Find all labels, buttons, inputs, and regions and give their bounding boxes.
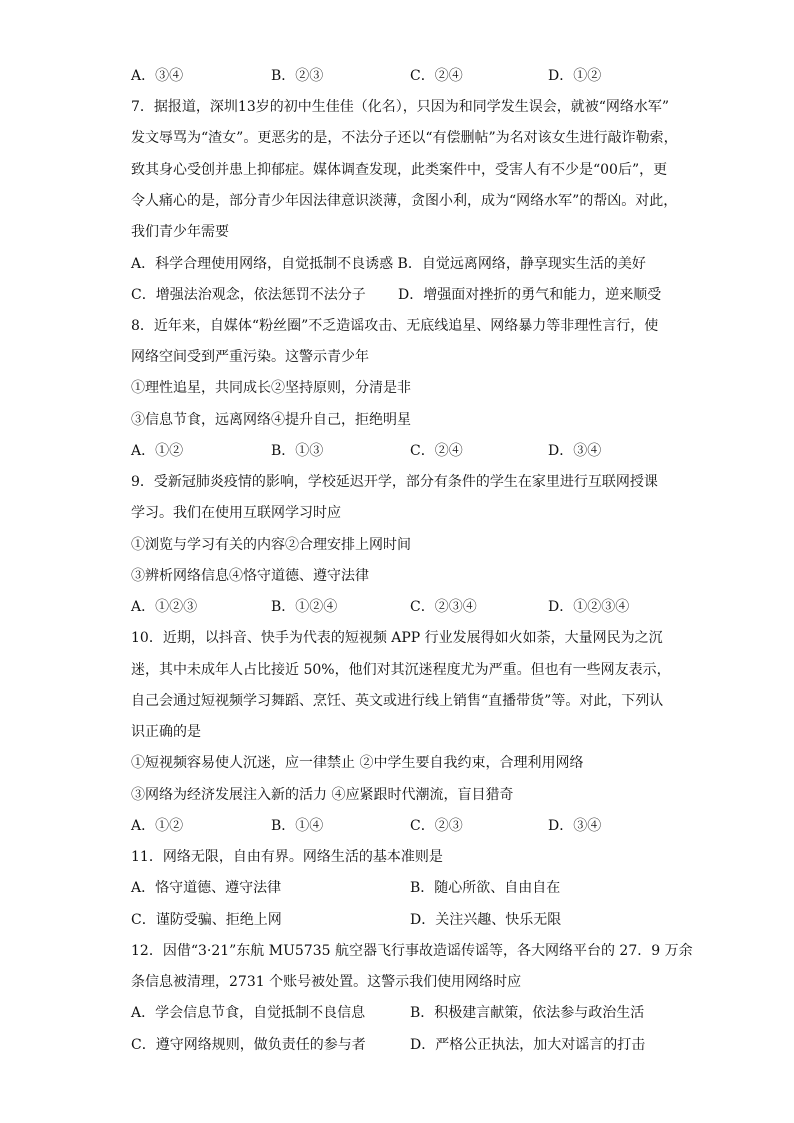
q11-option-a: A．恪守道德、遵守法律 [131,880,282,896]
q8-statement-line: ①理性追星，共同成长②坚持原则，分清是非 [131,380,411,396]
q7-text-line: 令人痛心的是，部分青少年因法律意识淡薄，贪图小利，成为“网络水军”的帮凶。对此， [131,193,678,209]
q9-text-line: 9．受新冠肺炎疫情的影响，学校延迟开学，部分有条件的学生在家里进行互联网授课 [131,474,658,490]
q7-option-c: C．增强法治观念，依法惩罚不法分子 [131,287,366,303]
q12-option-c: C．遵守网络规则，做负责任的参与者 [131,1037,366,1053]
q9-option-c: C．②③④ [410,599,477,615]
q9-option-d: D．①②③④ [548,599,630,615]
q10-option-d: D．③④ [548,818,602,834]
q12-option-b: B．积极建言献策，依法参与政治生活 [410,1005,645,1021]
q7-option-ab: A．科学合理使用网络，自觉抵制不良诱惑 B．自觉远离网络，静享现实生活的美好 [131,256,646,272]
q9-text-line: 学习。我们在使用互联网学习时应 [131,505,341,521]
q7-text-line: 致其身心受创并患上抑郁症。媒体调查发现，此类案件中，受害人有不少是“00后”，更 [131,162,668,178]
q8-option-c: C．②④ [410,443,463,459]
q10-text-line: 自己会通过短视频学习舞蹈、烹饪、英文或进行线上销售“直播带货”等。对此，下列认 [131,693,664,709]
q6-option-c: C．②④ [410,68,463,84]
q10-statement-line: ①短视频容易使人沉迷，应一律禁止 ②中学生要自我约束，合理利用网络 [131,755,584,771]
q10-text-line: 识正确的是 [131,724,201,740]
q6-option-b: B．②③ [271,68,324,84]
q8-statement-line: ③信息节食，远离网络④提升自己，拒绝明星 [131,412,411,428]
q12-text-line: 条信息被清理，2731 个账号被处置。这警示我们使用网络时应 [131,974,522,990]
q6-option-d: D．①② [548,68,602,84]
q8-option-d: D．③④ [548,443,602,459]
q7-option-d: D．增强面对挫折的勇气和能力，逆来顺受 [398,287,662,303]
q11-option-d: D．关注兴趣、快乐无限 [410,912,562,928]
q10-statement-line: ③网络为经济发展注入新的活力 ④应紧跟时代潮流，盲目猎奇 [131,787,514,803]
q7-text-line: 我们青少年需要 [131,224,229,240]
q9-statement-line: ③辨析网络信息④恪守道德、遵守法律 [131,568,369,584]
q9-option-a: A．①②③ [131,599,198,615]
q9-option-b: B．①②④ [271,599,338,615]
q7-text-line: 7．据报道，深圳13岁的初中生佳佳（化名），只因为和同学发生误会，就被“网络水军” [131,99,670,115]
q10-text-line: 迷，其中未成年人占比接近 50%，他们对其沉迷程度尤为严重。但也有一些网友表示， [131,662,671,678]
q8-option-a: A．①② [131,443,184,459]
q8-option-b: B．①③ [271,443,324,459]
q7-text-line: 发文辱骂为“渣女”。更恶劣的是，不法分子还以“有偿删帖”为名对该女生进行敲诈勒索， [131,130,678,146]
q10-option-c: C．②③ [410,818,463,834]
q11-option-c: C．谨防受骗、拒绝上网 [131,912,282,928]
q11-option-b: B．随心所欲、自由自在 [410,880,561,896]
q11-text-line: 11．网络无限，自由有界。网络生活的基本准则是 [131,849,443,865]
q10-option-b: B．①④ [271,818,324,834]
q12-text-line: 12．因借“3·21”东航 MU5735 航空器飞行事故造谣传谣等，各大网络平台的 27．9 万余 [131,943,693,959]
q8-text-line: 8．近年来，自媒体“粉丝圈”不乏造谣攻击、无底线追星、网络暴力等非理性言行，使 [131,318,659,334]
q9-statement-line: ①浏览与学习有关的内容②合理安排上网时间 [131,537,411,553]
q10-text-line: 10．近期，以抖音、快手为代表的短视频 APP 行业发展得如火如荼，大量网民为之沉 [131,630,663,646]
q8-text-line: 网络空间受到严重污染。这警示青少年 [131,349,369,365]
q12-option-d: D．严格公正执法，加大对谣言的打击 [410,1037,646,1053]
q10-option-a: A．①② [131,818,184,834]
q6-option-a: A．③④ [131,68,184,84]
q12-option-a: A．学会信息节食，自觉抵制不良信息 [131,1005,366,1021]
